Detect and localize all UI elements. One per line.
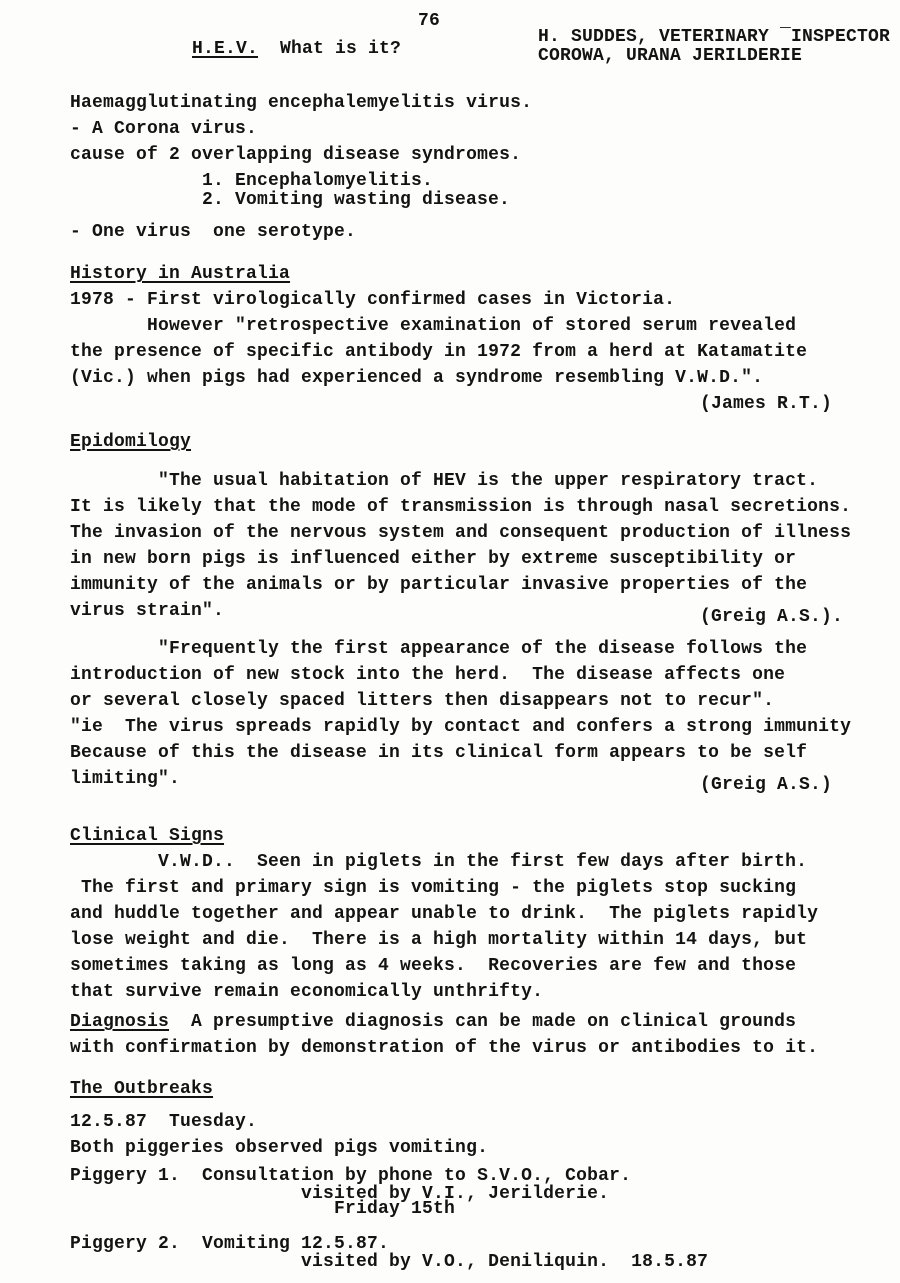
piggery-1-block (70, 1163, 870, 1219)
intro-line-1: Haemagglutinating encephalemyelitis virus. (70, 93, 533, 113)
diagnosis-line-1 (70, 1009, 870, 1035)
piggery-2-block (70, 1231, 870, 1272)
history-line-2: However "retrospective examination of stored serum revealed (70, 316, 797, 336)
paragraph-line: introduction of new stock into the herd. The disease affects one (70, 665, 786, 685)
epidemiology-attribution-2: (Greig A.S.) (700, 775, 833, 795)
diagnosis-text: A presumptive diagnosis can be made on clinical grounds (169, 1012, 797, 1032)
clinical-line-4: lose weight and die. There is a high mortality within 14 days, but (70, 930, 808, 950)
outbreaks-section (70, 1076, 870, 1272)
doc-title-question: What is it? (258, 39, 402, 59)
author-line-1: H. SUDDES, VETERINARY ¯INSPECTOR (538, 27, 891, 47)
page-number: 76 (418, 11, 441, 31)
document-body (0, 90, 900, 1272)
epidemiology-attribution-1: (Greig A.S.). (700, 607, 844, 627)
syndrome-list (70, 172, 870, 210)
doc-title (192, 36, 401, 62)
piggery-1-line-1: Piggery 1. Consultation by phone to S.V.O., Cobar. (70, 1166, 632, 1186)
syndrome-list-item-2: 2. Vomiting wasting disease. (202, 190, 511, 210)
piggery-2-line-2: visited by V.O., Deniliquin. 18.5.87 (70, 1252, 709, 1272)
intro-line-3: cause of 2 overlapping disease syndromes. (70, 145, 522, 165)
paragraph-line: in new born pigs is influenced either by extreme susceptibility or (70, 549, 797, 569)
outbreak-date-line: 12.5.87 Tuesday. (70, 1112, 258, 1132)
clinical-line-1: V.W.D.. Seen in piglets in the first few days after birth. (70, 852, 808, 872)
diagnosis-line-2: with confirmation by demonstration of the virus or antibodies to it. (70, 1038, 819, 1058)
clinical-line-6: that survive remain economically unthrifty. (70, 982, 544, 1002)
doc-title-abbreviation: H.E.V. (192, 39, 259, 59)
history-section (70, 261, 870, 417)
clinical-signs-section (70, 823, 870, 1005)
paragraph-line: "Frequently the first appearance of the disease follows the (70, 639, 808, 659)
diagnosis-section (70, 1009, 870, 1061)
history-heading (70, 261, 870, 287)
history-line-4: (Vic.) when pigs had experienced a syndrome resembling V.W.D.". (70, 368, 764, 388)
paragraph-line: "ie The virus spreads rapidly by contact and confers a strong immunity (70, 717, 852, 737)
author-block (538, 28, 890, 66)
clinical-line-2: The first and primary sign is vomiting - the piglets stop sucking (70, 878, 797, 898)
epidemiology-heading (70, 429, 870, 455)
history-heading-text: History in Australia (70, 264, 291, 284)
history-line-3: the presence of specific antibody in 1972 from a herd at Katamatite (70, 342, 808, 362)
history-attribution: (James R.T.) (700, 394, 833, 414)
clinical-line-3: and huddle together and appear unable to drink. The piglets rapidly (70, 904, 819, 924)
paragraph-line: The invasion of the nervous system and consequent production of illness (70, 523, 852, 543)
epidemiology-section (70, 429, 870, 798)
paragraph-line: immunity of the animals or by particular invasive properties of the (70, 575, 808, 595)
intro-section (70, 90, 870, 245)
paragraph-line: Because of this the disease in its clinical form appears to be self (70, 743, 808, 763)
paragraph-line: limiting". (70, 769, 181, 789)
outbreaks-heading-text: The Outbreaks (70, 1079, 214, 1099)
paragraph-line: "The usual habitation of HEV is the upper respiratory tract. (70, 471, 819, 491)
author-line-2: COROWA, URANA JERILDERIE (538, 46, 803, 66)
paragraph-line: It is likely that the mode of transmission is through nasal secretions. (70, 497, 852, 517)
history-line-1: 1978 - First virologically confirmed cases in Victoria. (70, 290, 676, 310)
piggery-1-line-2: visited by V.I., Jerilderie. (70, 1184, 610, 1204)
outbreaks-heading (70, 1076, 870, 1102)
intro-line-2: - A Corona virus. (70, 119, 258, 139)
piggery-1-line-3: Friday 15th (70, 1199, 456, 1219)
paragraph-line: virus strain". (70, 601, 225, 621)
document-header (0, 0, 900, 90)
clinical-signs-heading-text: Clinical Signs (70, 826, 225, 846)
clinical-signs-heading (70, 823, 870, 849)
clinical-line-5: sometimes taking as long as 4 weeks. Recoveries are few and those (70, 956, 797, 976)
epidemiology-paragraph-1 (70, 468, 870, 624)
piggery-2-line-1: Piggery 2. Vomiting 12.5.87. (70, 1234, 390, 1254)
syndrome-list-item-1: 1. Encephalomyelitis. (202, 171, 434, 191)
diagnosis-heading: Diagnosis (70, 1012, 170, 1032)
intro-closing-line: - One virus one serotype. (70, 222, 357, 242)
epidemiology-paragraph-2 (70, 636, 870, 792)
outbreak-observation-line: Both piggeries observed pigs vomiting. (70, 1138, 489, 1158)
paragraph-line: or several closely spaced litters then disappears not to recur". (70, 691, 775, 711)
epidemiology-heading-text: Epidomilogy (70, 432, 192, 452)
